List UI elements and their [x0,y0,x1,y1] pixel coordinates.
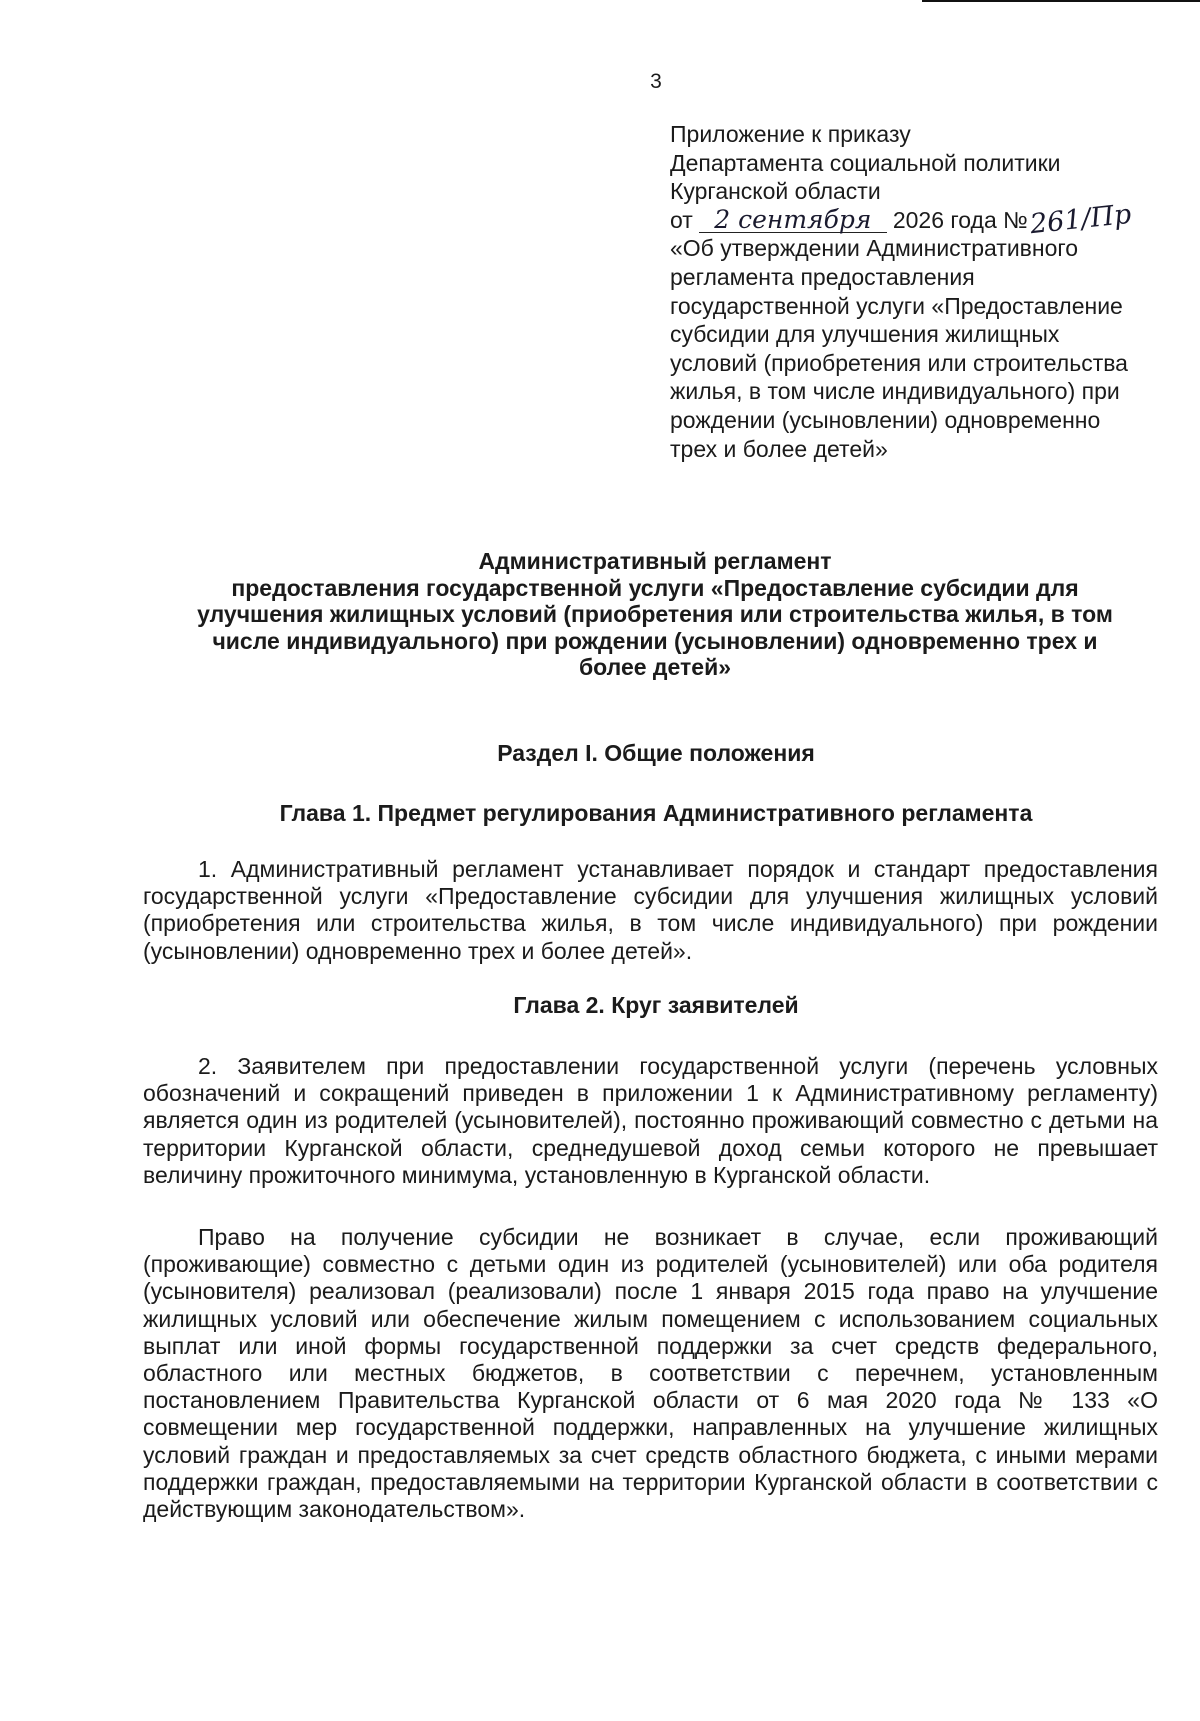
page-number: 3 [650,70,662,93]
handwritten-order-number: 261/Пр [1028,198,1133,241]
date-prefix: от [670,206,693,233]
order-title-line: государственной услуги «Предоставление [670,292,1123,319]
appendix-line: Департамента социальной политики [670,149,1061,176]
paragraph-3: Право на получение субсидии не возникает в случае, если проживающий (проживающие) совместно с детьми один из родителей (усыновителей) или оба родителя (усыновителя) реализовал (реализовали) после 1 января 2015 года право на улучшение жилищных условий или обеспечение жилым помещением с использованием социальных выплат или иной формы государственной поддержки за счет средств федерального, областного или местных бюджетов, в соответствии с перечнем, установленным постановлением Правительства Курганской области от 6 мая 2020 года № 133 «О совмещении мер государственной поддержки, направленных на улучшение жилищных условий граждан и предоставляемых за счет средств областного бюджета, с иными мерами поддержки граждан, предоставляемыми на территории Курганской области в соответствии с действующим законодательством». [143,1224,1158,1523]
order-title-line: субсидии для улучшения жилищных [670,321,1060,348]
appendix-header [670,120,1170,463]
document-title-line: предоставления государственной услуги «Предоставление субсидии для [231,574,1079,601]
order-title-line: условий (приобретения или строительства [670,349,1128,376]
order-title-line: жилья, в том числе индивидуального) при [670,378,1120,405]
document-title-line: числе индивидуального) при рождении (усыновлении) одновременно трех и [212,627,1098,654]
appendix-line: Курганской области [670,178,881,205]
order-title-line: трех и более детей» [670,435,888,462]
date-year-suffix: 2026 года № [892,206,1028,233]
paragraph-2: 2. Заявителем при предоставлении государственной услуги (перечень условных обозначений и сокращений приведен в приложении 1 к Административному регламенту) является один из родителей (усыновителей), постоянно проживающий совместно с детьми на территории Курганской области, среднедушевой доход семьи которого не превышает величину прожиточного минимума, установленную в Курганской области. [143,1053,1158,1188]
document-title-line: более детей» [578,654,732,680]
appendix-line: Приложение к приказу [670,121,911,147]
document-title-line: Административный регламент [478,548,832,574]
order-title-line: регламента предоставления [670,263,975,290]
order-title-line: рождении (усыновлении) одновременно [670,406,1101,433]
chapter-heading: Глава 2. Круг заявителей [513,992,799,1018]
section-heading: Раздел I. Общие положения [497,740,815,766]
order-title-line: «Об утверждении Административного [670,235,1079,262]
handwritten-date: 2 сентября [699,208,887,233]
chapter-heading: Глава 1. Предмет регулирования Административного регламента [279,800,1033,826]
document-title-line: улучшения жилищных условий (приобретения или строительства жилья, в том [197,601,1113,627]
order-date-line [670,198,1170,241]
paragraph-1: 1. Административный регламент устанавливает порядок и стандарт предоставления государственной услуги «Предоставление субсидии для улучшения жилищных условий (приобретения или строительства жилья, в том числе индивидуального) при рождении (усыновлении) одновременно трех и более детей». [143,856,1158,964]
top-border-rule [922,0,1200,2]
document-title [130,548,1180,681]
